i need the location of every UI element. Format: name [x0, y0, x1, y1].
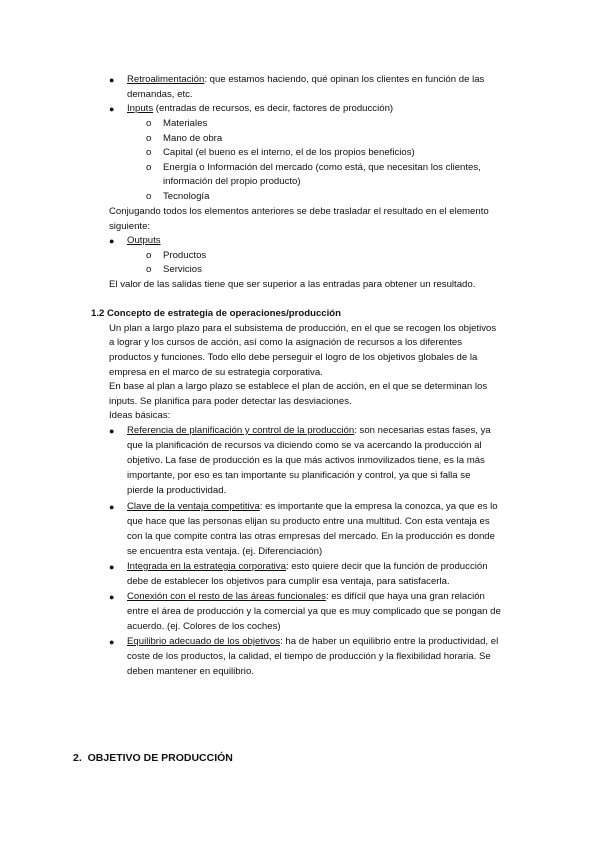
bullet-dot: ●	[109, 426, 115, 436]
idea-line: coste de los productos, la calidad, el tiempo de producción y la flexibilidad horaria. Se	[127, 651, 491, 662]
idea-line: con la que compite contra las otras empresas del mercado. En la producción es donde	[127, 531, 495, 542]
bullet-dot: ●	[109, 104, 115, 114]
sub-item: Productos	[163, 250, 207, 261]
paragraph-line: inputs. Se planifica para poder detectar las desviaciones.	[109, 396, 352, 407]
idea-item: Equilibrio adecuado de los objetivos: ha de haber un equilibrio entre la productividad, el	[127, 636, 499, 647]
sub-item: Tecnología	[163, 191, 210, 202]
idea-item: Integrada en la estrategia corporativa: esto quiere decir que la función de producción	[127, 561, 488, 572]
sub-item: Mano de obra	[163, 133, 223, 144]
idea-line: objetivo. La fase de producción es la que más activos inmovilizados tiene, es la más	[127, 455, 485, 466]
sub-bullet: o	[146, 118, 152, 129]
bullet-dot: ●	[109, 236, 115, 246]
ideas-label: Ideas básicas:	[109, 410, 171, 421]
paragraph-line: productos y funciones. Todo ello debe perseguir el logro de los objetivos globales de la	[109, 352, 478, 363]
sub-bullet: o	[146, 250, 152, 261]
bullet-retroalimentacion: Retroalimentación: que estamos haciendo, qué opinan los clientes en función de las	[127, 74, 485, 85]
sub-item-cont: información del propio producto)	[163, 176, 301, 187]
sub-bullet: o	[146, 147, 152, 158]
paragraph-line: El valor de las salidas tiene que ser superior a las entradas para obtener un resultado.	[109, 279, 476, 290]
sub-bullet: o	[146, 133, 152, 144]
paragraph-line: empresa en el marco de su estrategia corporativa.	[109, 367, 323, 378]
idea-line: entre el área de producción y la comercial ya que es muy complicado que se pongan de	[127, 606, 501, 617]
idea-line: acuerdo. (ej. Colores de los coches)	[127, 621, 281, 632]
paragraph-line: Conjugando todos los elementos anteriores se debe trasladar el resultado en el elemento	[109, 206, 489, 217]
idea-item: Referencia de planificación y control de la producción: son necesarias estas fases, ya	[127, 425, 491, 436]
section-heading-1-2: 1.2 Concepto de estrategia de operaciones/producción	[91, 308, 342, 319]
paragraph-line: Un plan a largo plazo para el subsistema de producción, en el que se recogen los objetivos	[109, 323, 497, 334]
bullet-dot: ●	[109, 637, 115, 647]
idea-line: pierde la productividad.	[127, 485, 227, 496]
sub-item: Energía o Información del mercado (como está, que necesitan los clientes,	[163, 162, 481, 173]
section-heading-2: 2. OBJETIVO DE PRODUCCIÓN	[73, 752, 233, 764]
sub-bullet: o	[146, 191, 152, 202]
sub-item: Capital (el bueno es el interno, el de los propios beneficios)	[163, 147, 415, 158]
bullet-dot: ●	[109, 592, 115, 602]
bullet-line: demandas, etc.	[127, 89, 193, 100]
idea-line: que hace que las personas elijan su producto entre una multitud. Con esta ventaja es	[127, 516, 490, 527]
idea-item: Clave de la ventaja competitiva: es importante que la empresa la conozca, ya que es lo	[127, 501, 498, 512]
paragraph-line: En base al plan a largo plazo se establece el plan de acción, en el que se determinan los	[109, 381, 488, 392]
bullet-inputs: Inputs (entradas de recursos, es decir, factores de producción)	[127, 103, 394, 114]
idea-line: debe de establecer los objetivos para cumplir esa ventaja, para satisfacerla.	[127, 576, 450, 587]
sub-bullet: o	[146, 264, 152, 275]
sub-item: Materiales	[163, 118, 208, 129]
idea-line: deben mantener en equilibrio.	[127, 666, 254, 677]
bullet-dot: ●	[109, 562, 115, 572]
sub-item: Servicios	[163, 264, 202, 275]
paragraph-line: a lograr y los cursos de acción, así como la asignación de recursos a los diferentes	[109, 337, 463, 348]
idea-line: se encuentra esta ventaja. (ej. Diferenciación)	[127, 546, 323, 557]
idea-line: importante, por eso es tan importante su planificación y control, ya que si falla se	[127, 470, 471, 481]
bullet-dot: ●	[109, 502, 115, 512]
sub-bullet: o	[146, 162, 152, 173]
idea-line: que la planificación de recursos va diciendo como se va acercando la producción al	[127, 440, 482, 451]
bullet-outputs: Outputs	[127, 235, 161, 246]
bullet-dot: ●	[109, 75, 115, 85]
paragraph-line: siguiente:	[109, 221, 151, 232]
idea-item: Conexión con el resto de las áreas funcionales: es difícil que haya una gran relación	[127, 591, 485, 602]
